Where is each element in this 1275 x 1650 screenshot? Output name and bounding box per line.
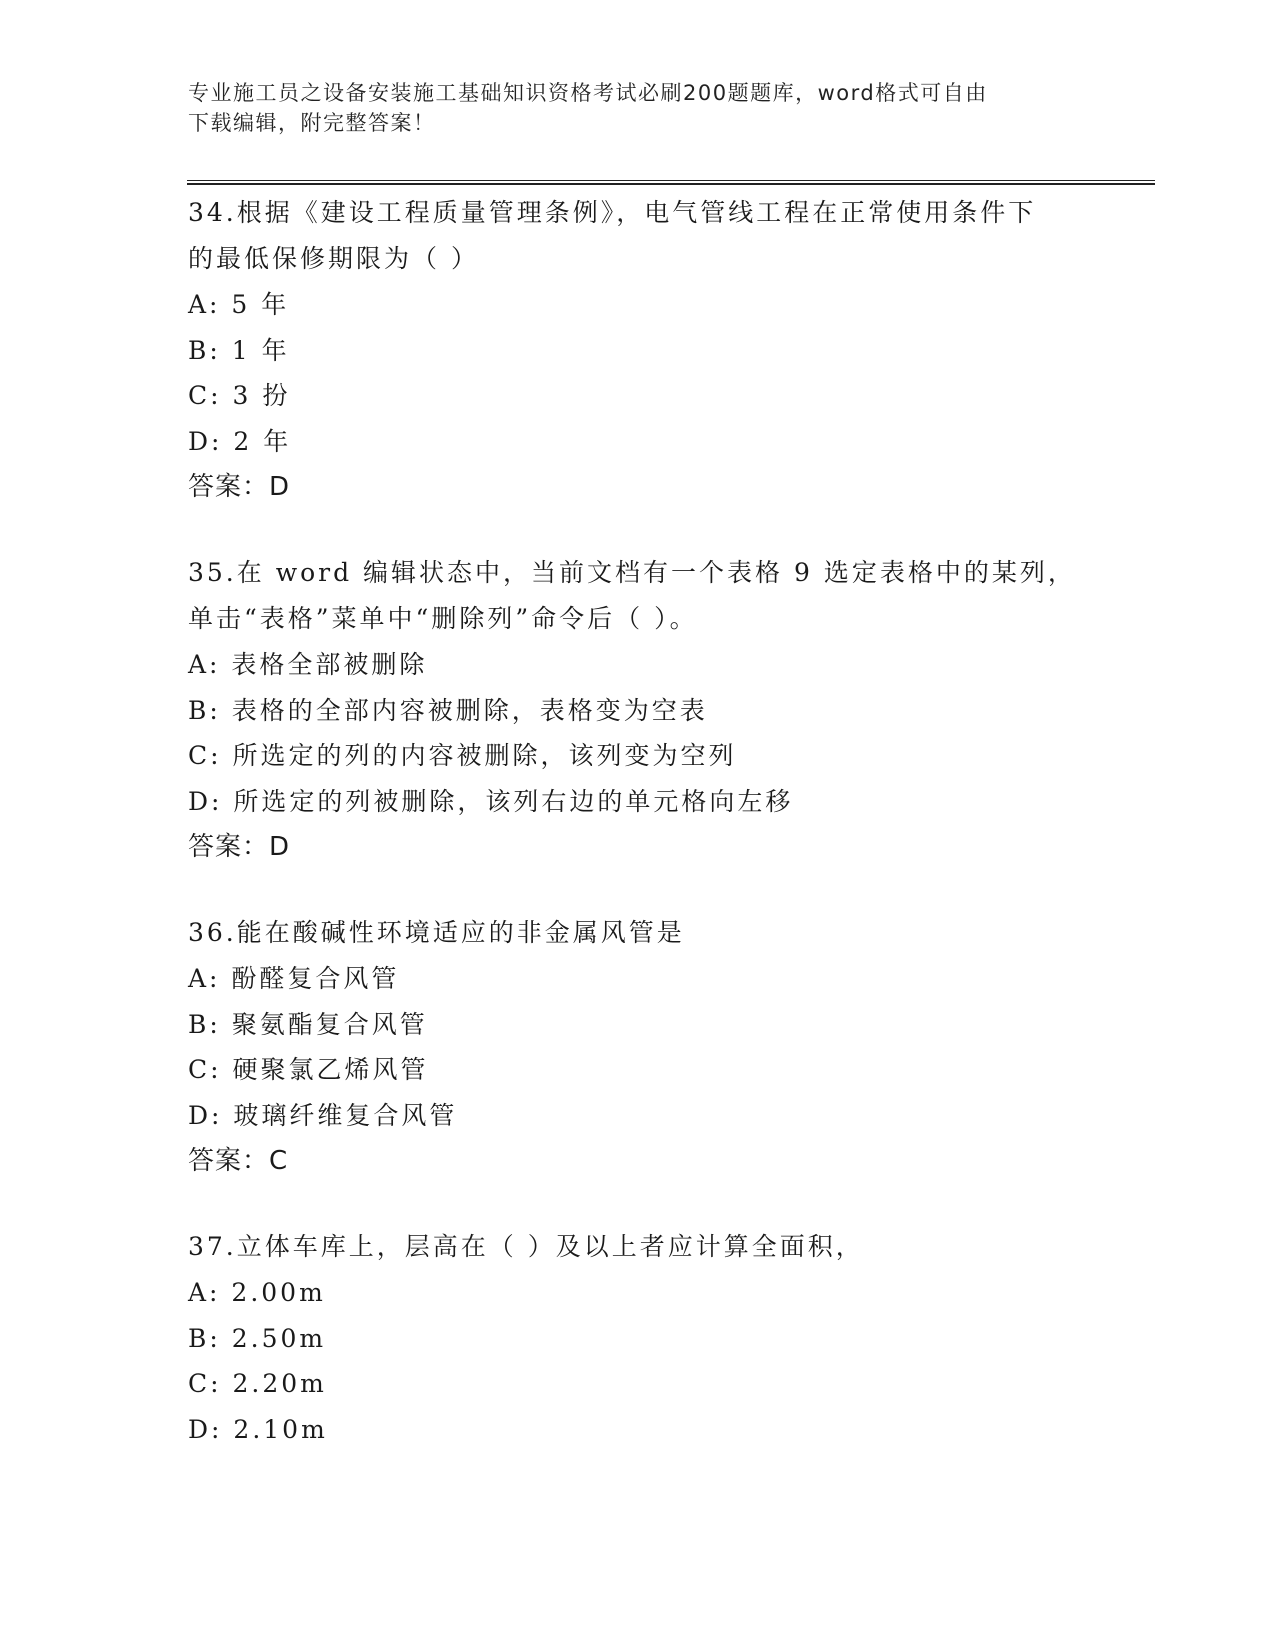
option-a: A: 2.00m [188,1278,326,1307]
document-header [188,78,1088,138]
answer-line: 答案：C [188,1146,289,1176]
question-34 [188,190,1088,510]
question-37 [188,1224,1088,1452]
option-d: D: 玻璃纤维复合风管 [188,1100,458,1130]
question-stem-line: 37.立体车库上，层高在（ ）及以上者应计算全面积， [188,1232,864,1261]
question-stem-line: 34.根据《建设工程质量管理条例》，电气管线工程在正常使用条件下 [188,198,1037,227]
option-d: D: 所选定的列被删除，该列右边的单元格向左移 [188,786,794,816]
option-b: B: 聚氨酯复合风管 [188,1009,428,1039]
option-b: B: 表格的全部内容被删除，表格变为空表 [188,695,708,725]
header-line-2: 下载编辑，附完整答案！ [188,111,436,135]
option-b: B: 1 年 [188,335,290,365]
header-line-1: 专业施工员之设备安装施工基础知识资格考试必刷200题题库，word格式可自由 [188,81,988,105]
option-a: A: 酚醛复合风管 [188,964,400,993]
question-35 [188,550,1088,870]
question-stem-line: 的最低保修期限为（ ） [188,244,479,273]
option-b: B: 2.50m [188,1323,327,1353]
header-rule-thin [187,180,1155,181]
option-a: A: 表格全部被删除 [188,650,428,679]
question-36 [188,910,1088,1184]
answer-line: 答案：D [188,472,291,502]
question-stem-line: 36.能在酸碱性环境适应的非金属风管是 [188,918,685,947]
question-list [188,190,1088,1492]
question-stem-line: 35.在 word 编辑状态中，当前文档有一个表格 9 选定表格中的某列， [188,558,1076,587]
option-a: A: 5 年 [188,290,290,319]
option-c: C: 所选定的列的内容被删除，该列变为空列 [188,741,737,770]
option-c: C: 硬聚氯乙烯风管 [188,1055,429,1084]
question-stem-line: 单击“表格”菜单中“删除列”命令后（ ）。 [188,604,698,633]
answer-line: 答案：D [188,832,291,862]
header-rule-thick [187,183,1155,185]
option-d: D: 2.10m [188,1414,328,1444]
option-c: C: 2.20m [188,1369,327,1398]
option-c: C: 3 扮 [188,381,291,410]
option-d: D: 2 年 [188,426,292,456]
